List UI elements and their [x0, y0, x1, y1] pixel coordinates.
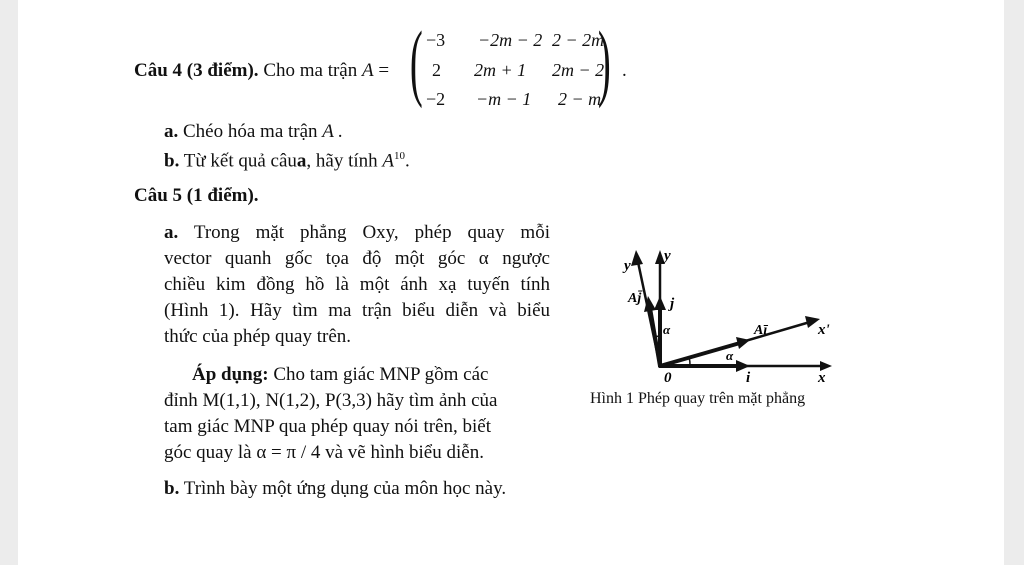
q4-b-label: b.: [164, 150, 180, 172]
q4-a-var: A .: [322, 121, 344, 142]
matrix-cell: 2 − m: [558, 89, 602, 109]
q4-var: A: [362, 60, 374, 81]
aj-label: Aj̄: [628, 291, 642, 306]
q5-a-line: [164, 220, 550, 246]
document-page: [18, 0, 1004, 565]
matrix-cell: −2: [426, 89, 446, 109]
q4-b-text-2: , hãy tính: [306, 150, 378, 172]
q4-eq: =: [378, 60, 390, 81]
y-prime-arrow: [631, 250, 643, 266]
ap-dung-label: Áp dụng:: [192, 364, 269, 385]
matrix-cell: 2: [432, 60, 441, 80]
ai-label: Aī: [754, 323, 768, 338]
q5-a-line: thức của phép quay trên.: [164, 326, 352, 347]
x-prime-label: x': [818, 322, 830, 338]
q4-period: .: [622, 60, 627, 81]
q4-a-text: Chéo hóa ma trận: [183, 121, 318, 142]
q5-part-b: [164, 478, 506, 500]
q5-ap-dung: [164, 362, 550, 466]
q5-b-text: Trình bày một ứng dụng của môn học này.: [183, 478, 507, 499]
q4-b-bold: a: [296, 150, 307, 172]
ap-dung-line-text: Cho tam giác MNP gồm các: [273, 364, 489, 385]
q5-a-line: vector quanh gốc tọa độ một góc α ngược: [164, 248, 550, 269]
matrix-right-paren: ): [597, 13, 611, 109]
matrix-cell: −m − 1: [476, 89, 532, 109]
j-label: j: [670, 296, 675, 312]
matrix-cell: −3: [426, 30, 446, 50]
y-prime-label: y: [624, 258, 631, 274]
alpha-label: α: [726, 348, 734, 363]
q4-b-text-1: Từ kết quả câu: [183, 150, 297, 172]
q4-text: Cho ma trận: [263, 60, 358, 81]
ap-dung-line: góc quay là α = π / 4 và vẽ hình biểu diễn.: [164, 442, 484, 463]
q4-part-a: [164, 121, 343, 143]
matrix-cell: 2m + 1: [474, 60, 527, 80]
q4-label: Câu 4 (3 điểm).: [134, 60, 259, 81]
ap-dung-line: tam giác MNP qua phép quay nói trên, biết: [164, 416, 491, 437]
q5-a-line-text: Trong mặt phẳng Oxy, phép quay mỗi: [193, 222, 550, 243]
i-label: i: [746, 370, 751, 386]
x-label: x: [818, 370, 826, 386]
q5-a-line: (Hình 1). Hãy tìm ma trận biểu diễn và biểu: [164, 300, 550, 321]
rotation-figure: [600, 240, 840, 390]
q5-label: Câu 5 (1 điểm).: [134, 185, 259, 206]
figure-caption: Hình 1 Phép quay trên mặt phẳng: [590, 390, 806, 407]
matrix-left-paren: (: [409, 13, 423, 109]
matrix-cell: 2m − 2: [552, 60, 605, 80]
ai-vector-arrow: [736, 337, 750, 349]
matrix-cell: −2m − 2: [478, 30, 543, 50]
q5-part-a: [164, 220, 550, 350]
j-vector-arrow: [654, 296, 666, 310]
q5-a-line: chiều kim đồng hồ là một ánh xạ tuyến tính: [164, 274, 550, 295]
ap-dung-line: đỉnh M(1,1), N(1,2), P(3,3) hãy tìm ảnh của: [164, 390, 498, 411]
y-label: y: [664, 248, 671, 264]
q4-a-label: a.: [164, 121, 179, 142]
alpha-label-2: α: [663, 322, 671, 337]
q5-a-label: a.: [164, 222, 179, 243]
matrix-cell: 2 − 2m: [552, 30, 605, 50]
q4-b-var: A: [382, 150, 395, 172]
origin-label: 0: [664, 370, 672, 386]
q4-heading-line: [134, 60, 389, 82]
q5-b-label: b.: [164, 478, 180, 499]
q4-matrix: [409, 13, 634, 116]
q4-b-end: .: [405, 150, 410, 172]
q4-b-exp: 10: [394, 150, 406, 162]
ap-dung-line: [164, 362, 550, 388]
q4-part-b: [164, 150, 410, 172]
